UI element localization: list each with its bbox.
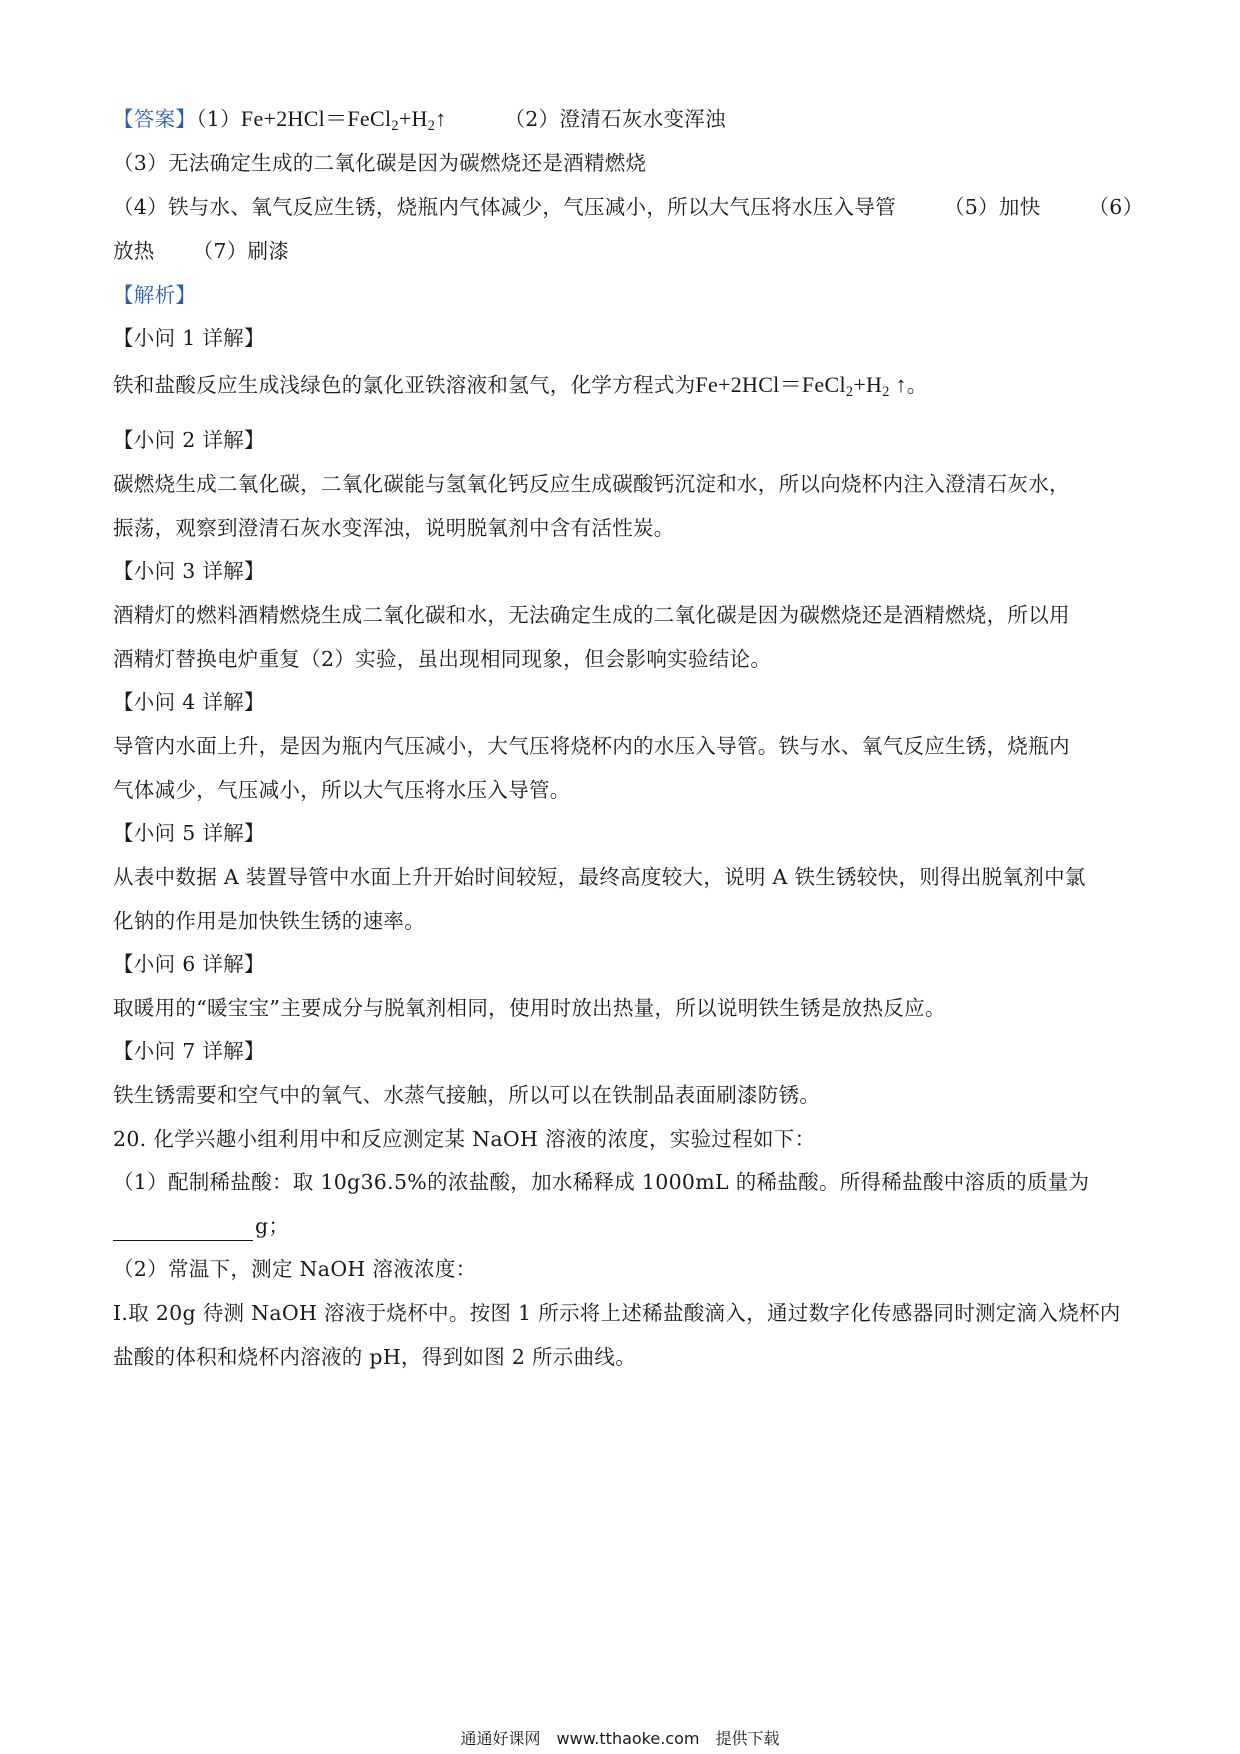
section-4-heading: 【小问 4 详解】 <box>113 690 265 714</box>
section-3-line-2: 酒精灯替换电炉重复（2）实验，虽出现相同现象，但会影响实验结论。 <box>113 647 772 671</box>
answer-q5: （5）加快 <box>943 195 1041 219</box>
section-3-line-1: 酒精灯的燃料酒精燃烧生成二氧化碳和水，无法确定生成的二氧化碳是因为碳燃烧还是酒精燃烧，所以用 <box>113 603 1070 627</box>
analysis-tag: 【解析】 <box>113 283 197 307</box>
answer-q6: 放热 <box>113 239 155 263</box>
answer-line-1 <box>113 104 726 134</box>
section-1-text: 铁和盐酸反应生成浅绿色的氯化亚铁溶液和氢气，化学方程式为$Fe+2HCl=FeCl_2+H_2$ ↑。 <box>113 372 928 400</box>
section-6-heading: 【小问 6 详解】 <box>113 952 265 976</box>
section-1-heading: 【小问 1 详解】 <box>113 326 265 350</box>
section-4-line-2: 气体减少，气压减小，所以大气压将水压入导管。 <box>113 778 571 802</box>
section-5-heading: 【小问 5 详解】 <box>113 821 265 845</box>
section-3-heading: 【小问 3 详解】 <box>113 559 265 583</box>
section-7-line-1: 铁生锈需要和空气中的氧气、水蒸气接触，所以可以在铁制品表面刷漆防锈。 <box>113 1083 821 1107</box>
section-5-line-2: 化钠的作用是加快铁生锈的速率。 <box>113 909 425 933</box>
answer-q6-number: （6） <box>1088 195 1144 219</box>
answer-tag: 【答案】 <box>113 107 197 131</box>
answer-q1-number: （1） <box>196 107 241 131</box>
answer-line-4 <box>113 192 1143 222</box>
section-7-heading: 【小问 7 详解】 <box>113 1039 265 1063</box>
section-4-line-1: 导管内水面上升，是因为瓶内气压减小，大气压将烧杯内的水压入导管。铁与水、氧气反应生锈，烧瓶内 <box>113 734 1070 758</box>
section-1-equation: $Fe+2HCl=FeCl_2+H_2$ ↑ <box>695 372 907 400</box>
answer-blank <box>113 1218 253 1241</box>
section-2-line-1: 碳燃烧生成二氧化碳，二氧化碳能与氢氧化钙反应生成碳酸钙沉淀和水，所以向烧杯内注入澄清石灰水， <box>113 472 1070 496</box>
q20-part-1-answer-line: g； <box>113 1211 289 1241</box>
section-2-line-2: 振荡，观察到澄清石灰水变浑浊，说明脱氧剂中含有活性炭。 <box>113 516 675 540</box>
q20-step-1-line-1: I.取 20g 待测 NaOH 溶液于烧杯中。按图 1 所示将上述稀盐酸滴入，通过数字化传感器同时测定滴入烧杯内 <box>113 1301 1121 1325</box>
section-6-line-1: 取暖用的“暖宝宝”主要成分与脱氧剂相同，使用时放出热量，所以说明铁生锈是放热反应。 <box>113 996 946 1020</box>
answer-q4: （4）铁与水、氧气反应生锈，烧瓶内气体减少，气压减小，所以大气压将水压入导管 <box>113 195 896 219</box>
answer-line-5 <box>113 236 289 266</box>
answer-q7: （7）刷漆 <box>192 239 290 263</box>
page-footer: 通通好课网 www.tthaoke.com 提供下载 <box>460 1729 780 1748</box>
section-5-line-1: 从表中数据 A 装置导管中水面上升开始时间较短，最终高度较大，说明 A 铁生锈较快，则得出脱氧剂中氯 <box>113 865 1086 889</box>
q20-step-1-line-2: 盐酸的体积和烧杯内溶液的 pH，得到如图 2 所示曲线。 <box>113 1345 636 1369</box>
section-2-heading: 【小问 2 详解】 <box>113 428 265 452</box>
q20-part-1: （1）配制稀盐酸：取 10g36.5%的浓盐酸，加水稀释成 1000mL 的稀盐酸。所得稀盐酸中溶质的质量为 <box>113 1170 1090 1194</box>
answer-q2: （2）澄清石灰水变浑浊 <box>504 107 726 131</box>
q20-part-2: （2）常温下，测定 NaOH 溶液浓度： <box>113 1257 477 1281</box>
answer-q1-equation: $Fe+2HCl=FeCl_2+H_2↑$ <box>240 106 447 134</box>
q20-intro: 20. 化学兴趣小组利用中和反应测定某 NaOH 溶液的浓度，实验过程如下： <box>113 1127 816 1151</box>
answer-q3: （3）无法确定生成的二氧化碳是因为碳燃烧还是酒精燃烧 <box>113 151 647 175</box>
